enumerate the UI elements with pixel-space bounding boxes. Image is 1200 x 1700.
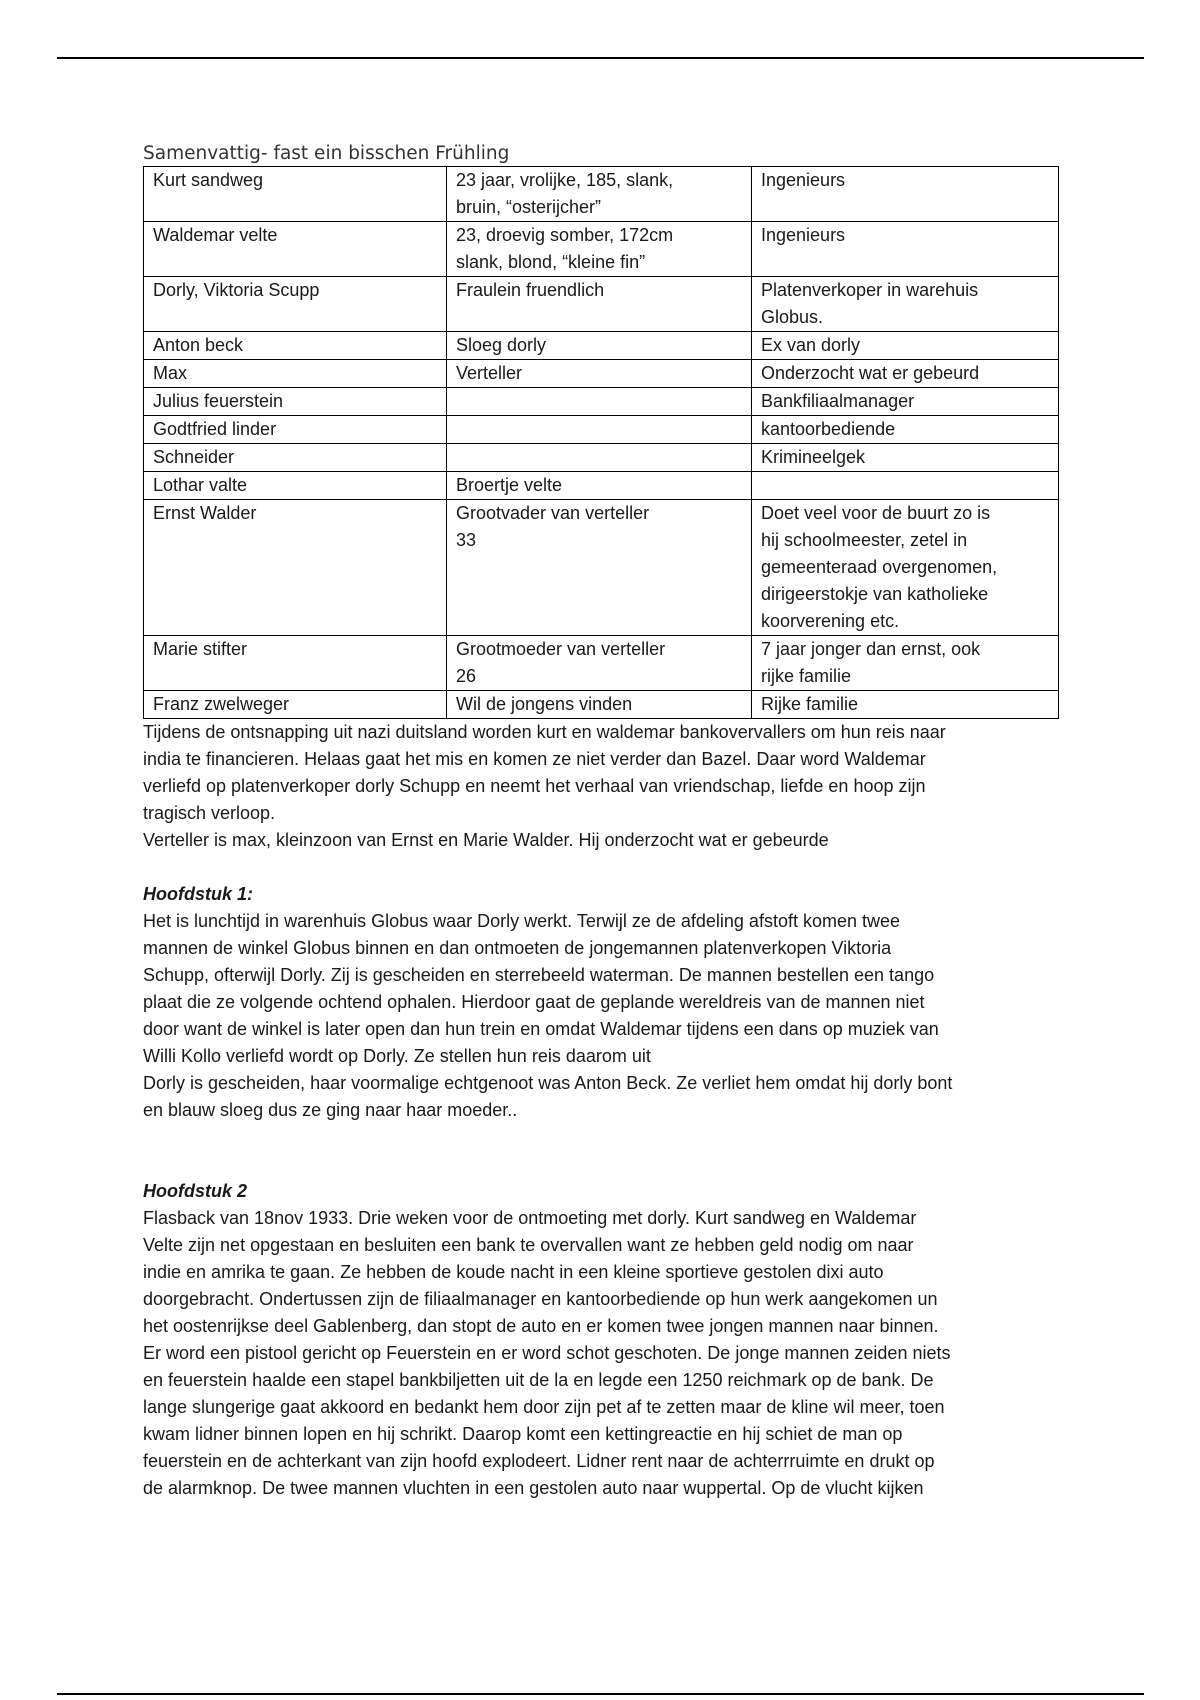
- character-role-cell: [752, 167, 1059, 222]
- cell-line: Godtfried linder: [153, 419, 277, 439]
- character-name-cell: [144, 636, 447, 691]
- character-row: [144, 167, 1059, 222]
- character-name-cell: [144, 691, 447, 719]
- character-info-cell: [447, 500, 752, 636]
- cell-line: Waldemar velte: [153, 225, 278, 245]
- character-info-cell: [447, 277, 752, 332]
- cell-line: gemeenteraad overgenomen,: [761, 557, 998, 577]
- cell-line: rijke familie: [761, 666, 852, 686]
- cell-line: 33: [456, 530, 477, 550]
- cell-line: Onderzocht wat er gebeurd: [761, 363, 980, 383]
- chapter-1-heading: Hoofdstuk 1:: [143, 884, 253, 904]
- character-name-cell: [144, 416, 447, 444]
- cell-line: Verteller: [456, 363, 523, 383]
- chapter-2-section: [143, 1178, 1061, 1502]
- character-name-cell: [144, 444, 447, 472]
- paragraph-line: de alarmknop. De twee mannen vluchten in een gestolen auto naar wuppertal. Op de vlucht kijken: [143, 1478, 924, 1498]
- character-name-cell: [144, 360, 447, 388]
- character-name-cell: [144, 388, 447, 416]
- cell-line: Broertje velte: [456, 475, 563, 495]
- character-row: [144, 472, 1059, 500]
- character-row: [144, 636, 1059, 691]
- cell-line: bruin, “osterijcher”: [456, 197, 602, 217]
- character-role-cell: [752, 332, 1059, 360]
- character-info-cell: [447, 636, 752, 691]
- cell-line: Globus.: [761, 307, 824, 327]
- character-info-cell: [447, 444, 752, 472]
- paragraph-line: Schupp, ofterwijl Dorly. Zij is gescheiden en sterrebeeld waterman. De mannen bestellen een tango: [143, 965, 935, 985]
- character-row: [144, 277, 1059, 332]
- cell-line: Platenverkoper in warehuis: [761, 280, 979, 300]
- character-info-cell: [447, 332, 752, 360]
- paragraph-line: verliefd op platenverkoper dorly Schupp en neemt het verhaal van vriendschap, liefde en hoop zijn: [143, 776, 926, 796]
- cell-line: Dorly, Viktoria Scupp: [153, 280, 320, 300]
- character-role-cell: [752, 388, 1059, 416]
- character-name-cell: [144, 472, 447, 500]
- cell-line: 26: [456, 666, 477, 686]
- paragraph-line: Tijdens de ontsnapping uit nazi duitsland worden kurt en waldemar bankovervallers om hun reis naar: [143, 722, 946, 742]
- footer-rule: [57, 1693, 1144, 1695]
- character-info-cell: [447, 416, 752, 444]
- character-name-cell: [144, 167, 447, 222]
- paragraph-line: mannen de winkel Globus binnen en dan ontmoeten de jongemannen platenverkopen Viktoria: [143, 938, 892, 958]
- cell-line: Bankfiliaalmanager: [761, 391, 915, 411]
- cell-line: Doet veel voor de buurt zo is: [761, 503, 991, 523]
- document-title: Samenvattig- fast ein bisschen Frühling: [143, 143, 510, 164]
- character-role-cell: [752, 691, 1059, 719]
- cell-line: Grootvader van verteller: [456, 503, 650, 523]
- cell-line: dirigeerstokje van katholieke: [761, 584, 989, 604]
- character-row: [144, 500, 1059, 636]
- cell-line: Sloeg dorly: [456, 335, 547, 355]
- paragraph-line: Velte zijn net opgestaan en besluiten een bank te overvallen want ze hebben geld nodig om naar: [143, 1235, 914, 1255]
- character-role-cell: [752, 222, 1059, 277]
- paragraph-line: Het is lunchtijd in warenhuis Globus waar Dorly werkt. Terwijl ze de afdeling afstoft komen twee: [143, 911, 901, 931]
- character-info-cell: [447, 472, 752, 500]
- character-name-cell: [144, 332, 447, 360]
- character-info-cell: [447, 167, 752, 222]
- cell-line: koorverening etc.: [761, 611, 900, 631]
- character-name-cell: [144, 500, 447, 636]
- cell-line: 23, droevig somber, 172cm: [456, 225, 674, 245]
- cell-line: kantoorbediende: [761, 419, 896, 439]
- paragraph-line: Verteller is max, kleinzoon van Ernst en Marie Walder. Hij onderzocht wat er gebeurde: [143, 830, 829, 850]
- character-name-cell: [144, 222, 447, 277]
- cell-line: Rijke familie: [761, 694, 859, 714]
- paragraph-line: Willi Kollo verliefd wordt op Dorly. Ze stellen hun reis daarom uit: [143, 1046, 651, 1066]
- paragraph-line: Dorly is gescheiden, haar voormalige echtgenoot was Anton Beck. Ze verliet hem omdat hij dorly bont: [143, 1073, 953, 1093]
- paragraph-line: kwam lidner binnen lopen en hij schrikt. Daarop komt een kettingreactie en hij schiet de man op: [143, 1424, 903, 1444]
- paragraph-line: plaat die ze volgende ochtend ophalen. Hierdoor gaat de geplande wereldreis van de mannen niet: [143, 992, 925, 1012]
- character-info-cell: [447, 222, 752, 277]
- paragraph-line: india te financieren. Helaas gaat het mis en komen ze niet verder dan Bazel. Daar word Waldemar: [143, 749, 926, 769]
- cell-line: 7 jaar jonger dan ernst, ook: [761, 639, 981, 659]
- character-info-cell: [447, 388, 752, 416]
- document-body: [143, 142, 1061, 1502]
- character-role-cell: [752, 636, 1059, 691]
- character-table: [143, 166, 1059, 719]
- character-role-cell: [752, 360, 1059, 388]
- character-row: [144, 444, 1059, 472]
- cell-line: Anton beck: [153, 335, 244, 355]
- header-rule: [57, 57, 1144, 59]
- paragraph-line: het oostenrijkse deel Gablenberg, dan stopt de auto en er komen twee jongen mannen naar binnen.: [143, 1316, 939, 1336]
- cell-line: Krimineelgek: [761, 447, 866, 467]
- character-row: [144, 416, 1059, 444]
- character-row: [144, 360, 1059, 388]
- cell-line: Ingenieurs: [761, 225, 846, 245]
- cell-line: hij schoolmeester, zetel in: [761, 530, 968, 550]
- character-row: [144, 388, 1059, 416]
- cell-line: Fraulein fruendlich: [456, 280, 605, 300]
- paragraph-line: en blauw sloeg dus ze ging naar haar moeder..: [143, 1100, 518, 1120]
- character-role-cell: [752, 472, 1059, 500]
- cell-line: Ingenieurs: [761, 170, 846, 190]
- intro-section: [143, 719, 1061, 854]
- cell-line: 23 jaar, vrolijke, 185, slank,: [456, 170, 674, 190]
- cell-line: Ernst Walder: [153, 503, 257, 523]
- character-row: [144, 691, 1059, 719]
- cell-line: Kurt sandweg: [153, 170, 264, 190]
- cell-line: Lothar valte: [153, 475, 248, 495]
- chapter-1-section: [143, 881, 1061, 1124]
- character-role-cell: [752, 444, 1059, 472]
- cell-line: Max: [153, 363, 188, 383]
- paragraph-line: doorgebracht. Ondertussen zijn de filiaalmanager en kantoorbediende op hun werk aangekomen un: [143, 1289, 938, 1309]
- character-role-cell: [752, 416, 1059, 444]
- paragraph-line: tragisch verloop.: [143, 803, 276, 823]
- character-role-cell: [752, 277, 1059, 332]
- cell-line: Wil de jongens vinden: [456, 694, 633, 714]
- character-info-cell: [447, 360, 752, 388]
- paragraph-line: door want de winkel is later open dan hun trein en omdat Waldemar tijdens een dans op muziek van: [143, 1019, 939, 1039]
- cell-line: Franz zwelweger: [153, 694, 290, 714]
- cell-line: slank, blond, “kleine fin”: [456, 252, 646, 272]
- paragraph-line: lange slungerige gaat akkoord en bedankt hem door zijn pet af te zetten maar de kline wil meer, toen: [143, 1397, 945, 1417]
- paragraph-line: feuerstein en de achterkant van zijn hoofd explodeert. Lidner rent naar de achterrruimte en drukt op: [143, 1451, 935, 1471]
- cell-line: Schneider: [153, 447, 235, 467]
- character-role-cell: [752, 500, 1059, 636]
- character-info-cell: [447, 691, 752, 719]
- cell-line: Marie stifter: [153, 639, 248, 659]
- cell-line: Ex van dorly: [761, 335, 861, 355]
- character-name-cell: [144, 277, 447, 332]
- cell-line: Julius feuerstein: [153, 391, 284, 411]
- paragraph-line: Flasback van 18nov 1933. Drie weken voor de ontmoeting met dorly. Kurt sandweg en Waldemar: [143, 1208, 917, 1228]
- character-row: [144, 222, 1059, 277]
- chapter-2-heading: Hoofdstuk 2: [143, 1181, 248, 1201]
- paragraph-line: en feuerstein haalde een stapel bankbiljetten uit de la en legde een 1250 reichmark op de bank. De: [143, 1370, 934, 1390]
- paragraph-line: Er word een pistool gericht op Feuerstein en er word schot geschoten. De jonge mannen zeiden niets: [143, 1343, 951, 1363]
- paragraph-line: indie en amrika te gaan. Ze hebben de koude nacht in een kleine sportieve gestolen dixi auto: [143, 1262, 884, 1282]
- cell-line: Grootmoeder van verteller: [456, 639, 666, 659]
- character-row: [144, 332, 1059, 360]
